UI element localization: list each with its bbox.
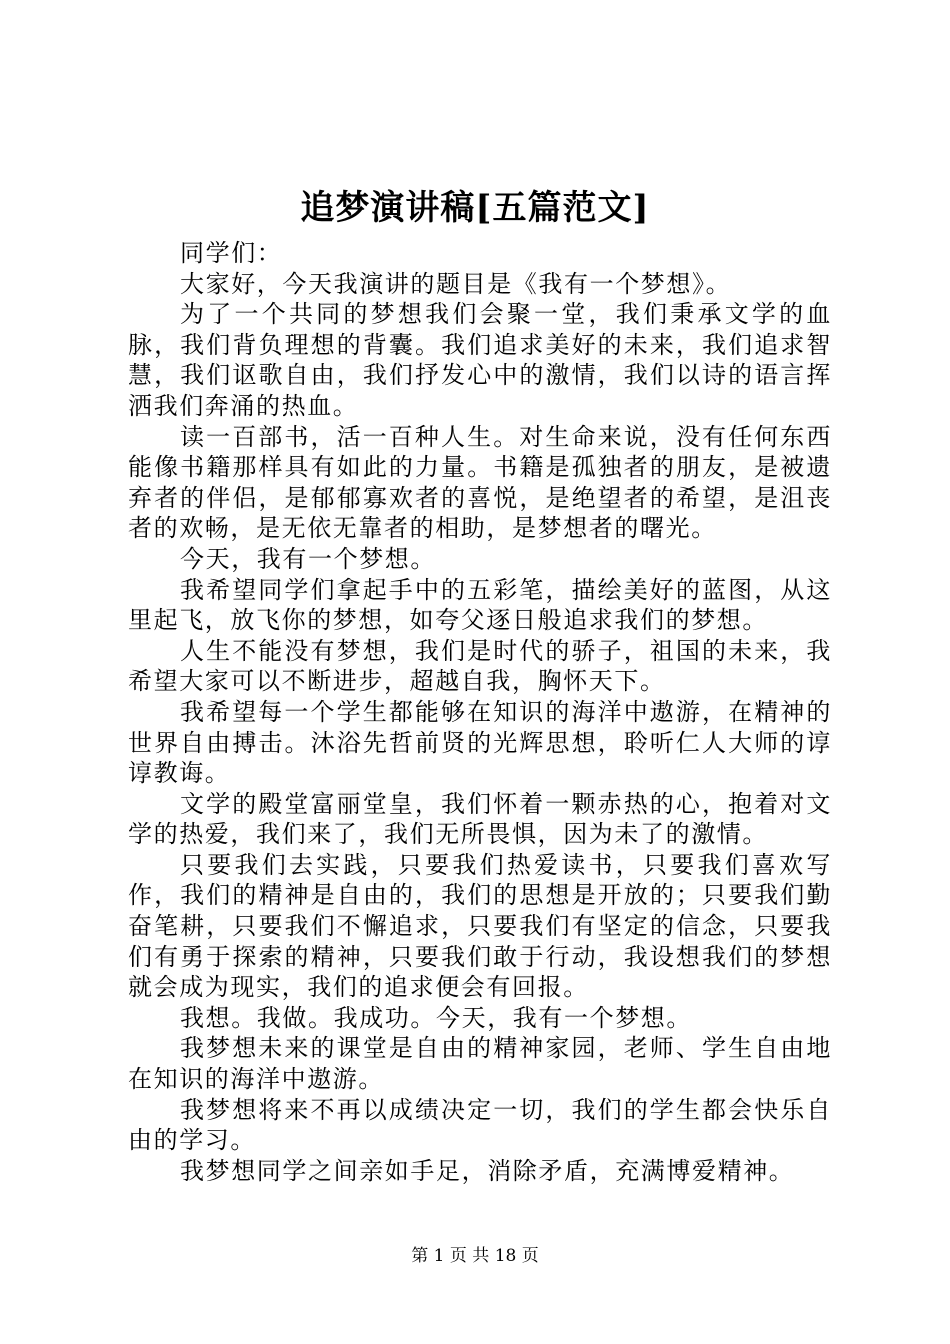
paragraph: 今天，我有一个梦想。 [180,544,436,573]
paragraph: 我希望每一个学生都能够在知识的海洋中遨游，在精神的世界自由搏击。沐浴先哲前贤的光辉思想，聆听仁人大师的谆谆教诲。 [128,697,832,788]
paragraph: 只要我们去实践，只要我们热爱读书，只要我们喜欢写作，我们的精神是自由的，我们的思想是开放的；只要我们勤奋笔耕，只要我们不懈追求，只要我们有坚定的信念，只要我们有勇于探索的精神，只要我们敢于行动，我设想我们的梦想就会成为现实，我们的追求便会有回报。 [128,850,832,1002]
paragraph: 我希望同学们拿起手中的五彩笔，描绘美好的蓝图，从这里起飞，放飞你的梦想，如夸父逐日般追求我们的梦想。 [128,575,832,635]
paragraph: 读一百部书，活一百种人生。对生命来说，没有任何东西能像书籍那样具有如此的力量。书籍是孤独者的朋友，是被遗弃者的伴侣，是郁郁寡欢者的喜悦，是绝望者的希望，是沮丧者的欢畅，是无依无靠者的相助，是梦想者的曙光。 [128,422,832,543]
paragraph: 我梦想将来不再以成绩决定一切，我们的学生都会快乐自由的学习。 [128,1095,832,1155]
page-number-footer: 第 1 页 共 18 页 [411,1246,539,1266]
paragraph: 我想。我做。我成功。今天，我有一个梦想。 [180,1003,692,1032]
document-title: 追梦演讲稿[五篇范文] [300,188,650,228]
paragraph: 为了一个共同的梦想我们会聚一堂，我们秉承文学的血脉，我们背负理想的背囊。我们追求美好的未来，我们追求智慧，我们讴歌自由，我们抒发心中的激情，我们以诗的语言挥洒我们奔涌的热血。 [128,300,832,420]
paragraph: 我梦想同学之间亲如手足，消除矛盾，充满博爱精神。 [180,1156,795,1185]
document-body [128,238,832,1186]
paragraph: 文学的殿堂富丽堂皇，我们怀着一颗赤热的心，抱着对文学的热爱，我们来了，我们无所畏惧，因为未了的激情。 [128,789,832,849]
paragraph-salutation: 同学们： [180,239,283,267]
paragraph: 人生不能没有梦想，我们是时代的骄子，祖国的未来，我希望大家可以不断进步，超越自我，胸怀天下。 [128,636,832,696]
paragraph-greeting: 大家好，今天我演讲的题目是《我有一个梦想》。 [180,269,732,298]
paragraph: 我梦想未来的课堂是自由的精神家园，老师、学生自由地在知识的海洋中遨游。 [128,1034,832,1094]
